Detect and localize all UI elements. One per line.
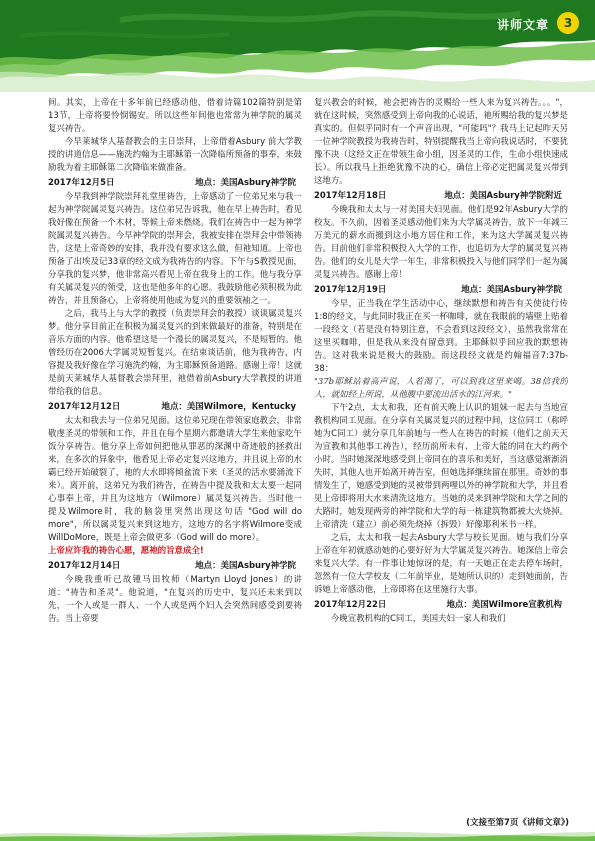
entry-place: 地点：美国Asbury神学院附近 <box>444 190 562 200</box>
entry-place: 地点：美国Wilmore宣教机构 <box>446 599 562 609</box>
paragraph: 复兴教会的时候，祂会把祷告的灵赐给一些人来为复兴祷告。。。"，就在这时候，突然感受到上帝向我的心说话，祂所赐给我的复兴梦是真实的。但似乎同时有一个声音出现，"可能吗"？我马上记起昨天另一位神学院教授为我祷告时，特别提醒我当上帝向我说话时，不要犹豫不决（这经文正在带领生命小组，因圣灵的工作，生命小组快速成长）。所以我马上拒绝犹豫不决的心，确信上帝必定把属灵复兴带到这地方。 <box>314 97 568 185</box>
diary-entry-header <box>48 559 302 572</box>
paragraph: 之后，我马上与大学的教授（负责崇拜会的教授）谈谈属灵复兴梦。他分享目前正在积极为属灵复兴的到来做最好的准备，特别是在音乐方面的内容。他希望这是一个漫长的属灵复兴，不是短暂的。他曾经历在2006大学属灵短暂复兴。在结束谈话前，他为我祷告，内容提及我好像在学习施洗约翰，为主耶稣预备道路。感谢上帝！这就是前天莱城华人基督教会崇拜里，祂借着前Asbury大学教授的讲道带给我的信息。 <box>48 308 302 396</box>
paragraph: 间。其实，上帝在十多年前已经感动他，借着诗篇102篇特别是第13节，上帝将要怜悯锡安。所以这些年间他也常常为神学院的属灵复兴祷告。 <box>48 97 302 133</box>
paragraph: 今早莱城华人基督教会的主日崇拜，上帝借着Asbury 前大学教授的讲道信息——施洗约翰为主耶稣第一次降临所预备的事奉，来鼓励我为着主耶稣第二次降临来做准备。 <box>48 136 302 172</box>
footer-band <box>0 830 595 841</box>
left-column <box>48 96 302 814</box>
highlight-callout: 上帝应许我的祷告心愿，愿祂的旨意成全! <box>48 545 204 555</box>
entry-place: 地点：美国Asbury神学院 <box>195 560 296 570</box>
entry-date: 2017年12月19日 <box>314 284 387 294</box>
diary-entry-header <box>314 189 568 202</box>
diary-entry-header <box>48 400 302 413</box>
diary-entry-header <box>48 176 302 189</box>
article-body <box>48 96 568 814</box>
paragraph: 下午2点，太太和我，还有前天晚上认识的姐妹一起去与当地宣教机构同工见面。在分享有关属灵复兴的过程中间，这位同工（称呼她为C同工）就分享几年前她与一些人在祷告的时候（他们之前天天为宣教和其他事工祷告），经历前所未有、上帝大能的同在大约两个小时。当时她深深地感受到上帝同在的喜乐和美好，当这感觉渐渐消失时，其他人也开始离开祷告室，但她选择继续留在那里。奇妙的事情发生了，她感受到她的灵被带到两哩以外的神学院和大学，并且看见上帝即将用大水来清洗这地方。当她的灵来到神学院和大学之间的大路时，她发现两旁的神学院和大学的每一栋建筑物都被大火烧掉。上帝清洗（建立）前必须先烧掉（拆毁）好像耶利米书一样。 <box>314 402 568 529</box>
paragraph: 今晚我和太太与一对美国夫妇见面。他们是92年Asbury大学的校友。不久前，因着圣灵感动他们来为大学属灵祷告，放下一年减三万美元的薪水而搬到这小地方居住和工作，来为这大学属灵复兴祷告。目前他们非常积极投入大学的工作，也追切为大学的属灵复兴祷告。他们的女儿是大学一年生，非常积极投入与他们同学们一起为属灵复兴祷告。感谢上帝！ <box>314 204 568 279</box>
entry-date: 2017年12月22日 <box>314 599 387 609</box>
continuation-note: (文接至第7页《讲师文章》) <box>466 818 569 828</box>
page-number: 3 <box>557 12 579 34</box>
entry-date: 2017年12月18日 <box>314 190 387 200</box>
paragraph: 今早，正当我在学生活动中心，继续默想和祷告有关使徒行传1:8的经文，与此同时我正在买一杯咖啡，就在我眼前的墙壁上贴着一段经文（若是没有特别注意，不会看到这段经文），虽然我常常在这里买咖啡，但是我从来没有留意到。主耶稣似乎回应我的默想祷告。这对我来说是极大的鼓励。而这段经文就是约翰福音7:37b-38： <box>314 298 568 373</box>
brush-stroke-footer <box>0 830 595 841</box>
diary-entry-header <box>314 283 568 296</box>
header-band <box>0 0 595 92</box>
bible-verse: "37b耶稣站着高声说，人若渴了，可以到我这里来喝。38信我的人，就如经上所说，从他腹中要流出活水的江河来。" <box>314 376 568 399</box>
paragraph: 之后，太太和我一起去Asbury大学与校长见面。她与我们分享上帝在年初就感动她的心要好好为大学属灵复兴祷告。她深信上帝会来复兴大学。有一件事让她惊讶的是，有一天她正在走去停车场时，忽然有一位大学校友（二年前毕业，是她所认识的）走到她面前，告诉她上帝感动他，上帝即将在这里施行大事。 <box>314 532 568 594</box>
section-title: 讲师文章 <box>496 18 549 32</box>
paragraph: 太太和我去与一位弟兄见面。这位弟兄现在带领家庭教会，非常敬虔圣灵的带领和工作，并且在每个星期六都邀请大学生来他家吃午饭分享祷告。他分享上帝如何把他从罪恶的深渊中奇迹般的拯救出来，在多次的异象中，他看见上帝必定复兴这地方，并且说上帝的水霸已经开始破裂了，祂的大水即将倾盆流下来（圣灵的活水要涌流下来）。离开前，这弟兄为我们祷告，在祷告中提及我和太太要一起同心事奉上帝，并且为这地方（Wilmore）属灵复兴祷告。当时他一提及Wilmore时，我的脑袋里突然出现这句话 "God will do more"，所以属灵复兴来到这地方，这地方的名字将Wilmore变成WillDoMore，既是上帝会做更多（God will do more）。 <box>48 415 302 542</box>
entry-date: 2017年12月14日 <box>48 560 121 570</box>
entry-place: 地点：美国Asbury神学院 <box>461 284 562 294</box>
entry-date: 2017年12月5日 <box>48 177 115 187</box>
entry-date: 2017年12月12日 <box>48 401 121 411</box>
paragraph: 今晚我重听已故锺马田牧师（Martyn Lloyd Jones）的讲道："祷告和圣灵"。他说道，"在复兴的历史中，复兴还未来到以先，一个人或是一群人、一个人或是两个妇人会突然间感受到要祷告。当上帝要 <box>48 574 302 623</box>
right-column <box>314 96 568 814</box>
paragraph: 今早我到神学院崇拜礼堂里祷告，上帝感动了一位弟兄来与我一起为神学院属灵复兴祷告。这位弟兄告诉我，他在早上祷告时，看见我好像在预备一个木材，等候上帝来燃烧。我们在祷告中一起为神学院属灵复兴祷告。今早神学院的崇拜会，我被安排在崇拜会中带领祷告，这是上帝奇妙的安排，我并没有要求这么做，但祂知道。上帝也预备了出埃及记33章的经文成为我祷告的内容。下午与S教授见面，分享我的复兴梦，他非常高兴看见上帝在我身上的工作。他与我分享有关属灵复兴的领受，这也是他多年的心愿。我鼓励他必须积极为此祷告，并且预备心，上帝将使用他成为复兴的重要领袖之一。 <box>48 191 302 305</box>
paragraph: 今晚宣教机构的C同工，美国夫妇一家人和我们 <box>330 613 506 623</box>
entry-place: 地点：美国Asbury神学院 <box>195 177 296 187</box>
brush-stroke-header <box>0 0 595 92</box>
entry-place: 地点：美国Wilmore，Kentucky <box>161 401 296 411</box>
diary-entry-header <box>314 598 568 611</box>
